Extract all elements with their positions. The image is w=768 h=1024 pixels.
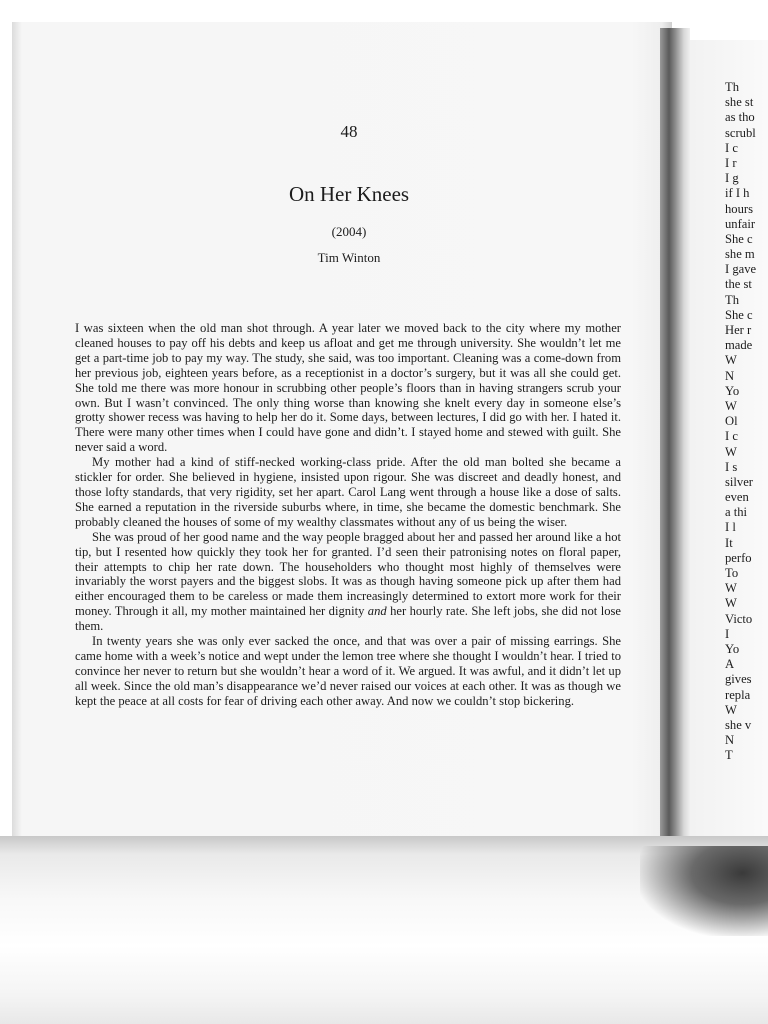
right-page-line: W <box>725 702 737 717</box>
chapter-author: Tim Winton <box>317 250 381 265</box>
right-page-line: To <box>725 566 739 580</box>
paragraph-3-part-a: She was proud of her good name and the way people bragged about her and passed her around like a hot tip, but I resented how quickly they took her for granted. I’d seen their patronising notes on floral paper, their attempts to chip her rate down. The householders who thought most highly of themselves were invariably the worst payers and the biggest slobs. It was as though having someone pick up after them had either encouraged them to be careless or made them increasingly determined to extort more work for their money. Through it all, my mother maintained her dignity <box>75 529 621 619</box>
right-page-line: silver <box>725 474 753 489</box>
right-page-line: It <box>725 535 733 550</box>
right-page-line: I c <box>725 429 738 444</box>
paragraph-4: In twenty years she was only ever sacked the once, and that was over a pair of missing earrings. She came home with a week’s notice and wept under the lemon tree where she thought I wouldn’t hear. I tried to convince her never to return but she wouldn’t hear a word of it. We argued. It was awful, and it didn’t let up all week. Since the old man’s disappearance we’d never raised our voices at each other. It was as though we kept the peace at all costs for fear of driving each other away. And now we couldn’t stop bickering. <box>75 634 621 708</box>
right-page-line: the st <box>725 277 752 292</box>
right-page-line: Yo <box>725 641 740 656</box>
right-page-line: unfair <box>725 216 756 231</box>
right-page-line: W <box>725 444 737 459</box>
right-page-line: Ol <box>725 414 738 429</box>
right-page-line: W <box>725 596 737 611</box>
right-page-line: as tho <box>725 110 755 125</box>
chapter-title: On Her Knees <box>288 182 410 206</box>
paragraph-3-emphasis: and <box>367 604 387 619</box>
right-page-line: Th <box>725 292 739 307</box>
right-page-line: I l <box>725 520 736 535</box>
right-page-line: Her r <box>725 323 752 337</box>
right-page-line: gives <box>725 672 752 687</box>
book-gutter <box>660 28 690 840</box>
page-corner-shadow <box>640 846 768 936</box>
right-page-line: perfo <box>725 550 752 565</box>
right-page-line: I <box>725 626 730 641</box>
right-page-line: she v <box>725 717 752 732</box>
right-page-line: made <box>725 338 753 353</box>
right-page-line: Victo <box>725 611 753 626</box>
right-page-line: She c <box>725 231 753 246</box>
right-page-line: I gave <box>725 262 757 277</box>
right-page-line: N <box>725 368 735 383</box>
chapter-number: 48 <box>340 122 358 141</box>
paragraph-1: I was sixteen when the old man shot through. A year later we moved back to the city where my mother cleaned houses to pay off his debts and keep us afloat and get me through university. She wouldn’t let me get a part-time job to pay my way. The study, she said, was too important. Cleaning was a come-down from her previous job, eighteen years before, as a receptionist in a doctor’s surgery, but it was all she could get. She told me there was more honour in scrubbing other people’s floors than in having strangers scrub your own. But I wasn’t convinced. The only thing worse than knowing she knelt every day in someone else’s grotty shower recess was having to help her do it. Some days, between lectures, I did go with her. I hated it. There were many other times when I could have gone and didn’t. I stayed home and stewed with guilt. She never said a word. <box>75 321 621 455</box>
right-page-line: W <box>725 353 737 368</box>
right-page-line: Th <box>725 80 739 94</box>
right-page-line: she m <box>725 247 755 262</box>
right-page-line: T <box>725 748 733 763</box>
chapter-year: (2004) <box>331 224 367 239</box>
right-page-line: I c <box>725 140 738 155</box>
paragraph-3 <box>75 530 621 634</box>
right-page-line: I s <box>725 459 738 474</box>
right-page-line: A <box>725 657 735 672</box>
right-page-line: she st <box>725 95 754 110</box>
paragraph-2: My mother had a kind of stiff-necked working-class pride. After the old man bolted she became a stickler for order. She believed in hygiene, insisted upon rigour. She was discreet and deadly honest, and those lofty standards, that very rigidity, set her apart. Carol Lang went through a house like a dose of salts. She earned a reputation in the riverside suburbs where, in time, she became the domestic benchmark. She probably cleaned the houses of some of my wealthy classmates without any of us being the wiser. <box>75 455 621 529</box>
right-page-line: W <box>725 581 737 596</box>
paragraph-3-part-b: her hourly rate. She left jobs, she did not lose them. <box>75 604 621 634</box>
right-page-line: if I h <box>725 186 750 201</box>
right-page-line: repla <box>725 687 751 702</box>
body-text <box>75 321 621 709</box>
right-page-line: even <box>725 490 749 505</box>
right-page-line: She c <box>725 307 753 322</box>
right-page-line: a thi <box>725 505 748 520</box>
right-page-text <box>725 80 768 763</box>
right-page-line: W <box>725 398 737 413</box>
right-page-line: Yo <box>725 383 740 398</box>
right-page-line: I g <box>725 171 739 186</box>
right-page-line: hours <box>725 201 753 216</box>
right-page-line: I r <box>725 155 737 170</box>
right-page-line: scrubl <box>725 125 756 140</box>
right-page-line: N <box>725 733 735 748</box>
